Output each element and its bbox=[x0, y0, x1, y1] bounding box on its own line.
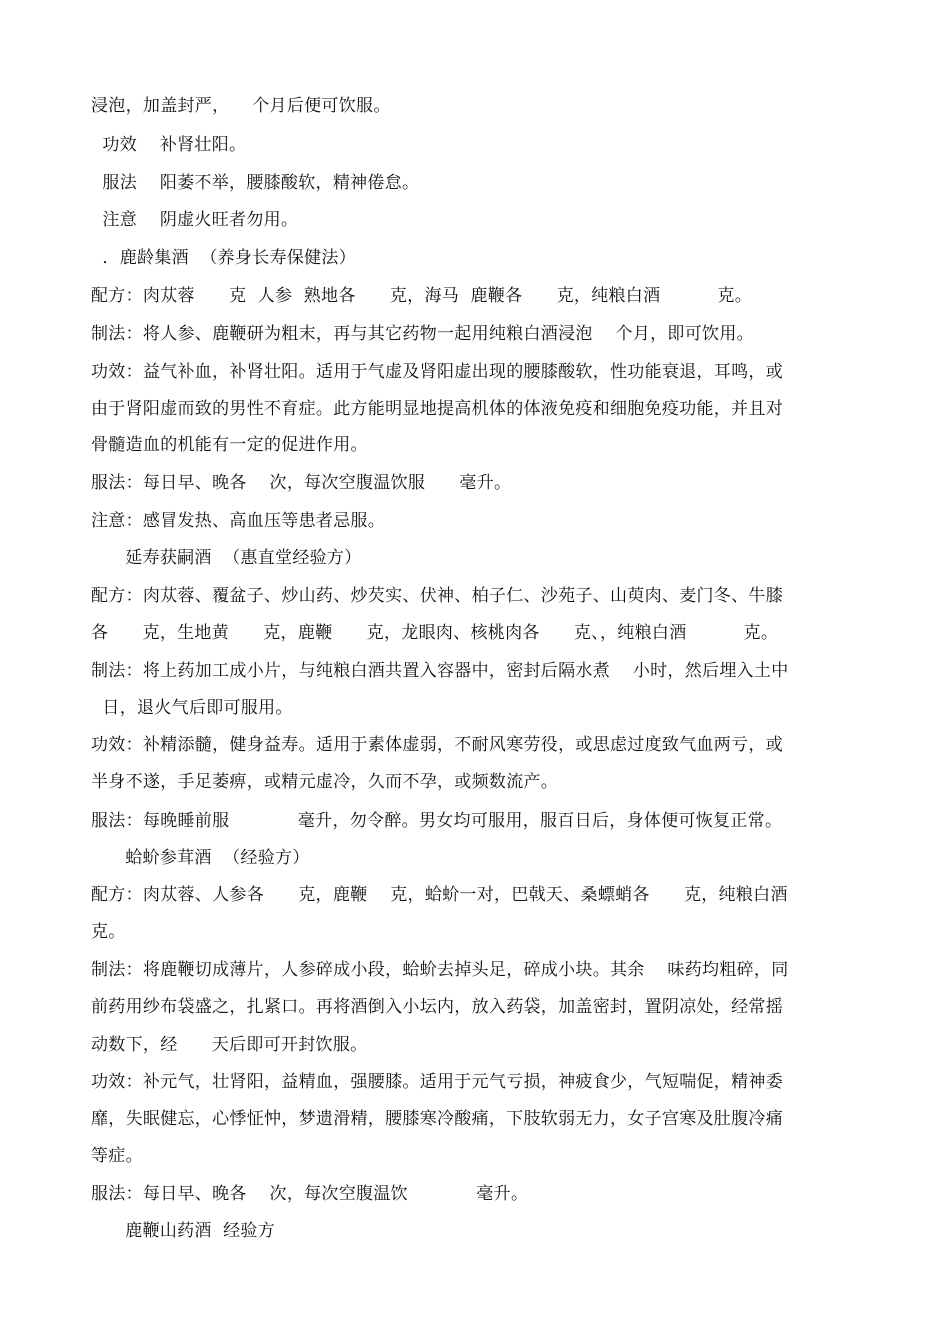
text-line: 功效：益气补血，补肾壮阳。适用于气虚及肾阳虚出现的腰膝酸软，性功能衰退，耳鸣，或 bbox=[91, 362, 783, 382]
section-heading: ．鹿龄集酒 （养身长寿保健法） bbox=[91, 248, 357, 268]
text-line: 功效：补元气，壮肾阳，益精血，强腰膝。适用于元气亏损，神疲食少，气短喘促，精神委 bbox=[91, 1072, 783, 1092]
text-line: 克。 bbox=[91, 922, 126, 942]
text-line: 注意 阴虚火旺者勿用。 bbox=[91, 210, 299, 230]
text-line: 注意：感冒发热、高血压等患者忌服。 bbox=[91, 511, 386, 531]
section-heading: 延寿获嗣酒 （惠直堂经验方） bbox=[91, 548, 362, 568]
text-line: 日，退火气后即可服用。 bbox=[91, 698, 293, 718]
text-line: 半身不遂，手足萎痹，或精元虚冷，久而不孕，或频数流产。 bbox=[91, 772, 559, 792]
text-line: 制法：将上药加工成小片，与纯粮白酒共置入容器中，密封后隔水煮 小时，然后埋入土中 bbox=[91, 661, 789, 681]
text-line: 靡，失眠健忘，心悸怔忡，梦遗滑精，腰膝寒冷酸痛，下肢软弱无力，女子宫寒及肚腹冷痛 bbox=[91, 1109, 783, 1129]
text-line: 配方：肉苁蓉 克 人参 熟地各 克，海马 鹿鞭各 克，纯粮白酒 克。 bbox=[91, 286, 753, 306]
text-line: 配方：肉苁蓉、人参各 克，鹿鞭 克，蛤蚧一对，巴戟天、桑螵蛸各 克，纯粮白酒 bbox=[91, 885, 788, 905]
section-heading: 蛤蚧参茸酒 （经验方） bbox=[91, 848, 310, 868]
text-line: 浸泡，加盖封严， 个月后便可饮服。 bbox=[91, 96, 391, 116]
text-line: 制法：将人参、鹿鞭研为粗末，再与其它药物一起用纯粮白酒浸泡 个月，即可饮用。 bbox=[91, 324, 754, 344]
text-line: 动数下，经 天后即可开封饮服。 bbox=[91, 1035, 368, 1055]
text-line: 各 克，生地黄 克，鹿鞭 克，龙眼肉、核桃肉各 克、，纯粮白酒 克。 bbox=[91, 623, 779, 643]
text-line: 骨髓造血的机能有一定的促进作用。 bbox=[91, 435, 368, 455]
text-line: 功效 补肾壮阳。 bbox=[91, 135, 247, 155]
text-line: 等症。 bbox=[91, 1146, 143, 1166]
text-line: 功效：补精添髓，健身益寿。适用于素体虚弱，不耐风寒劳役，或思虑过度致气血两亏，或 bbox=[91, 735, 783, 755]
text-line: 制法：将鹿鞭切成薄片，人参碎成小段，蛤蚧去掉头足，碎成小块。其余 味药均粗碎，同 bbox=[91, 960, 789, 980]
section-heading: 鹿鞭山药酒 经验方 bbox=[91, 1221, 276, 1241]
text-line: 服法：每日早、晚各 次，每次空腹温饮 毫升。 bbox=[91, 1184, 529, 1204]
text-line: 前药用纱布袋盛之，扎紧口。再将酒倒入小坛内，放入药袋，加盖密封，置阴凉处，经常摇 bbox=[91, 997, 783, 1017]
text-line: 由于肾阳虚而致的男性不育症。此方能明显地提高机体的体液免疫和细胞免疫功能，并且对 bbox=[91, 399, 783, 419]
text-line: 服法：每晚睡前服 毫升，勿令醉。男女均可服用，服百日后，身体便可恢复正常。 bbox=[91, 811, 783, 831]
text-line: 服法：每日早、晚各 次，每次空腹温饮服 毫升。 bbox=[91, 473, 512, 493]
text-line: 服法 阳萎不举，腰膝酸软，精神倦怠。 bbox=[91, 173, 420, 193]
text-line: 配方：肉苁蓉、覆盆子、炒山药、炒芡实、伏神、柏子仁、沙苑子、山萸肉、麦门冬、牛膝 bbox=[91, 586, 783, 606]
